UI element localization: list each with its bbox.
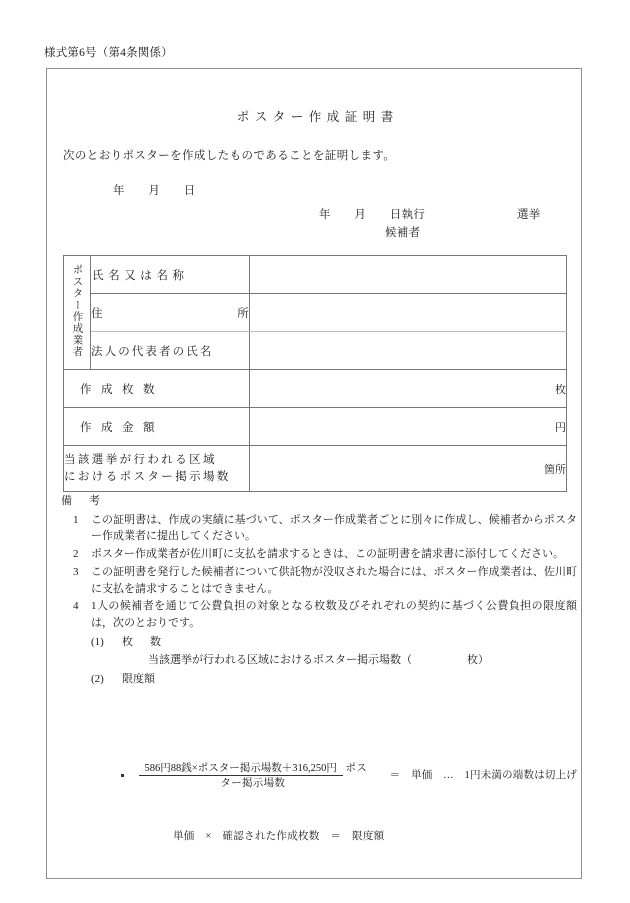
- remark-note-number: 1: [73, 513, 79, 526]
- unit-label: 箇所: [544, 463, 566, 476]
- row-label-poster-sites-line1: 当該選挙が行われる区域: [64, 453, 217, 466]
- remark-note: [61, 546, 577, 563]
- row-label-address-head: 住: [91, 307, 103, 320]
- vertical-label-text: ポスター作成業者: [71, 264, 83, 358]
- row-label-name: 氏名又は名称: [91, 256, 250, 294]
- remark-note: [61, 564, 577, 597]
- page-frame: [46, 68, 582, 879]
- formula-numerator: 586円88銭×ポスター掲示場数＋316,250円: [139, 763, 343, 776]
- remark-note: [61, 512, 577, 545]
- row-value-poster-sites[interactable]: [250, 446, 567, 492]
- remark-subnote-number: (1): [91, 635, 104, 648]
- page-title: ポスター作成証明書: [236, 110, 399, 124]
- formula-fraction: [138, 761, 368, 791]
- remark-note-number: 4: [73, 600, 79, 613]
- unit-label: 枚: [555, 383, 566, 396]
- table-row: [64, 370, 567, 408]
- formula-result: ＝ 単価 … 1円未満の端数は切上げ: [389, 770, 577, 782]
- table-row: [64, 408, 567, 446]
- table-row: [64, 446, 567, 492]
- election-label: 選挙: [517, 209, 541, 221]
- formula-denominator: ポスター掲示場数: [220, 763, 368, 790]
- remark-note-text: 1人の候補者を通じて公費負担の対象となる枚数及びそれぞれの契約に基づく公費負担の限度額は，次のとおりです。: [91, 600, 577, 630]
- remark-subnote-detail: 当該選挙が行われる区域におけるポスター掲示場数（ 枚）: [148, 654, 489, 667]
- remarks-section: [61, 493, 577, 842]
- row-value-address[interactable]: [250, 294, 567, 332]
- remark-subnote-label: 枚 数: [122, 635, 164, 648]
- row-label-quantity: 作成枚数: [64, 370, 250, 408]
- remark-subnote: [91, 634, 577, 669]
- unit-label: 円: [555, 421, 566, 434]
- row-label-address: [91, 294, 250, 332]
- remark-subnote-label: 限度額: [122, 673, 155, 686]
- remark-note: [61, 598, 577, 688]
- row-value-amount[interactable]: [250, 408, 567, 446]
- execution-date-field: 年 月 日執行: [319, 209, 426, 221]
- table-row: [64, 332, 567, 370]
- row-value-quantity[interactable]: [250, 370, 567, 408]
- certificate-table: [63, 255, 567, 492]
- remark-note-text: この証明書を発行した候補者について供託物が没収された場合には、ポスター作成業者は、佐川町に支払を請求することはできません。: [91, 565, 577, 595]
- table-row: [64, 294, 567, 332]
- remark-note-number: 2: [73, 548, 79, 561]
- remark-note-number: 3: [73, 565, 79, 578]
- candidate-label: 候補者: [385, 227, 421, 239]
- remark-subnote: [91, 671, 577, 688]
- bullet-dot-icon: [121, 774, 124, 777]
- row-label-poster-sites-line2: におけるポスター掲示場数: [64, 470, 231, 483]
- final-formula: 単価 × 確認された作成枚数 ＝ 限度額: [173, 831, 385, 842]
- row-label-representative: 法人の代表者の氏名: [91, 332, 250, 370]
- remarks-heading: 備 考: [61, 495, 103, 507]
- row-label-address-tail: 所: [237, 307, 249, 320]
- intro-statement: 次のとおりポスターを作成したものであることを証明します。: [63, 150, 396, 162]
- remark-note-text: ポスター作成業者が佐川町に支払を請求するときは、この証明書を請求書に添付してください。: [91, 548, 564, 561]
- row-value-representative[interactable]: [250, 332, 567, 370]
- vertical-label-cell: [64, 256, 91, 370]
- row-label-amount: 作成金額: [64, 408, 250, 446]
- remark-subnote-number: (2): [91, 673, 104, 686]
- date-field-left: 年 月 日: [113, 185, 196, 197]
- remark-note-text: この証明書は、作成の実績に基づいて、ポスター作成業者ごとに別々に作成し、候補者からポスター作成業者に提出してください。: [91, 513, 577, 543]
- form-number: 様式第6号（第4条関係）: [44, 47, 173, 59]
- table-row: [64, 256, 567, 294]
- row-label-poster-sites: [64, 446, 250, 492]
- limit-amount-formula: [121, 761, 577, 791]
- row-value-name[interactable]: [250, 256, 567, 294]
